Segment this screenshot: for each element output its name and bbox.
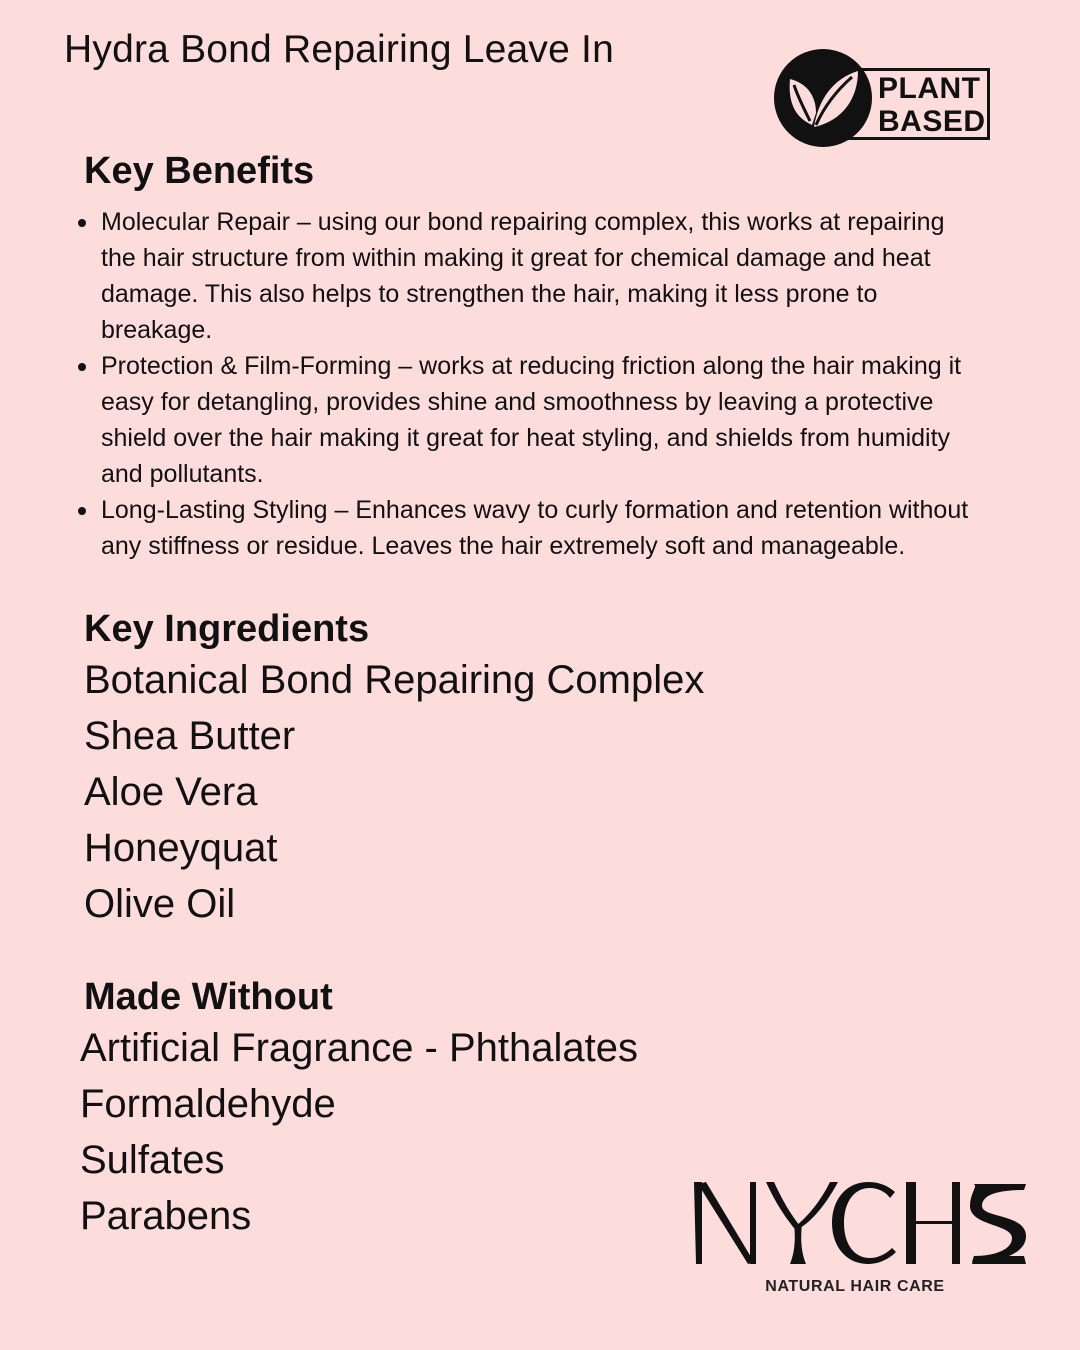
benefit-item: Long-Lasting Styling – Enhances wavy to curly formation and retention without any stiffness or residue. Leaves the hair extremely soft and manageable. xyxy=(76,492,976,564)
made-without-list xyxy=(80,1020,638,1244)
made-without-heading: Made Without xyxy=(84,976,333,1018)
ingredient-item: Botanical Bond Repairing Complex xyxy=(84,658,705,702)
key-benefits-list xyxy=(76,204,976,564)
benefit-item: Molecular Repair – using our bond repairing complex, this works at repairing the hair structure from within making it great for chemical damage and heat damage. This also helps to strengthen the hair, making it less prone to breakage. xyxy=(76,204,976,348)
excluded-item: Parabens xyxy=(80,1194,252,1238)
key-benefits-heading: Key Benefits xyxy=(84,150,315,192)
product-title: Hydra Bond Repairing Leave In xyxy=(64,28,614,71)
badge-line-1: PLANT xyxy=(878,72,981,105)
ingredient-item: Aloe Vera xyxy=(84,770,258,814)
badge-line-2: BASED xyxy=(878,105,986,138)
leaf-icon xyxy=(784,65,862,131)
excluded-item: Artificial Fragrance - Phthalates xyxy=(80,1026,639,1070)
benefit-item: Protection & Film-Forming – works at reducing friction along the hair making it easy for detangling, provides shine and smoothness by leaving a protective shield over the hair making it great for heat styling, and shields from humidity and pollutants. xyxy=(76,348,976,492)
key-ingredients-heading: Key Ingredients xyxy=(84,608,370,650)
badge-text xyxy=(878,72,988,138)
plant-based-badge xyxy=(774,48,994,148)
brand-logo xyxy=(690,1178,1030,1303)
ingredient-item: Olive Oil xyxy=(84,882,236,926)
brand-tagline: NATURAL HAIR CARE xyxy=(765,1278,945,1295)
ingredient-item: Honeyquat xyxy=(84,826,278,870)
badge-circle xyxy=(774,49,872,147)
nyche-wordmark xyxy=(690,1178,1030,1268)
excluded-item: Formaldehyde xyxy=(80,1082,336,1126)
key-ingredients-list xyxy=(84,652,704,932)
excluded-item: Sulfates xyxy=(80,1138,225,1182)
ingredient-item: Shea Butter xyxy=(84,714,296,758)
